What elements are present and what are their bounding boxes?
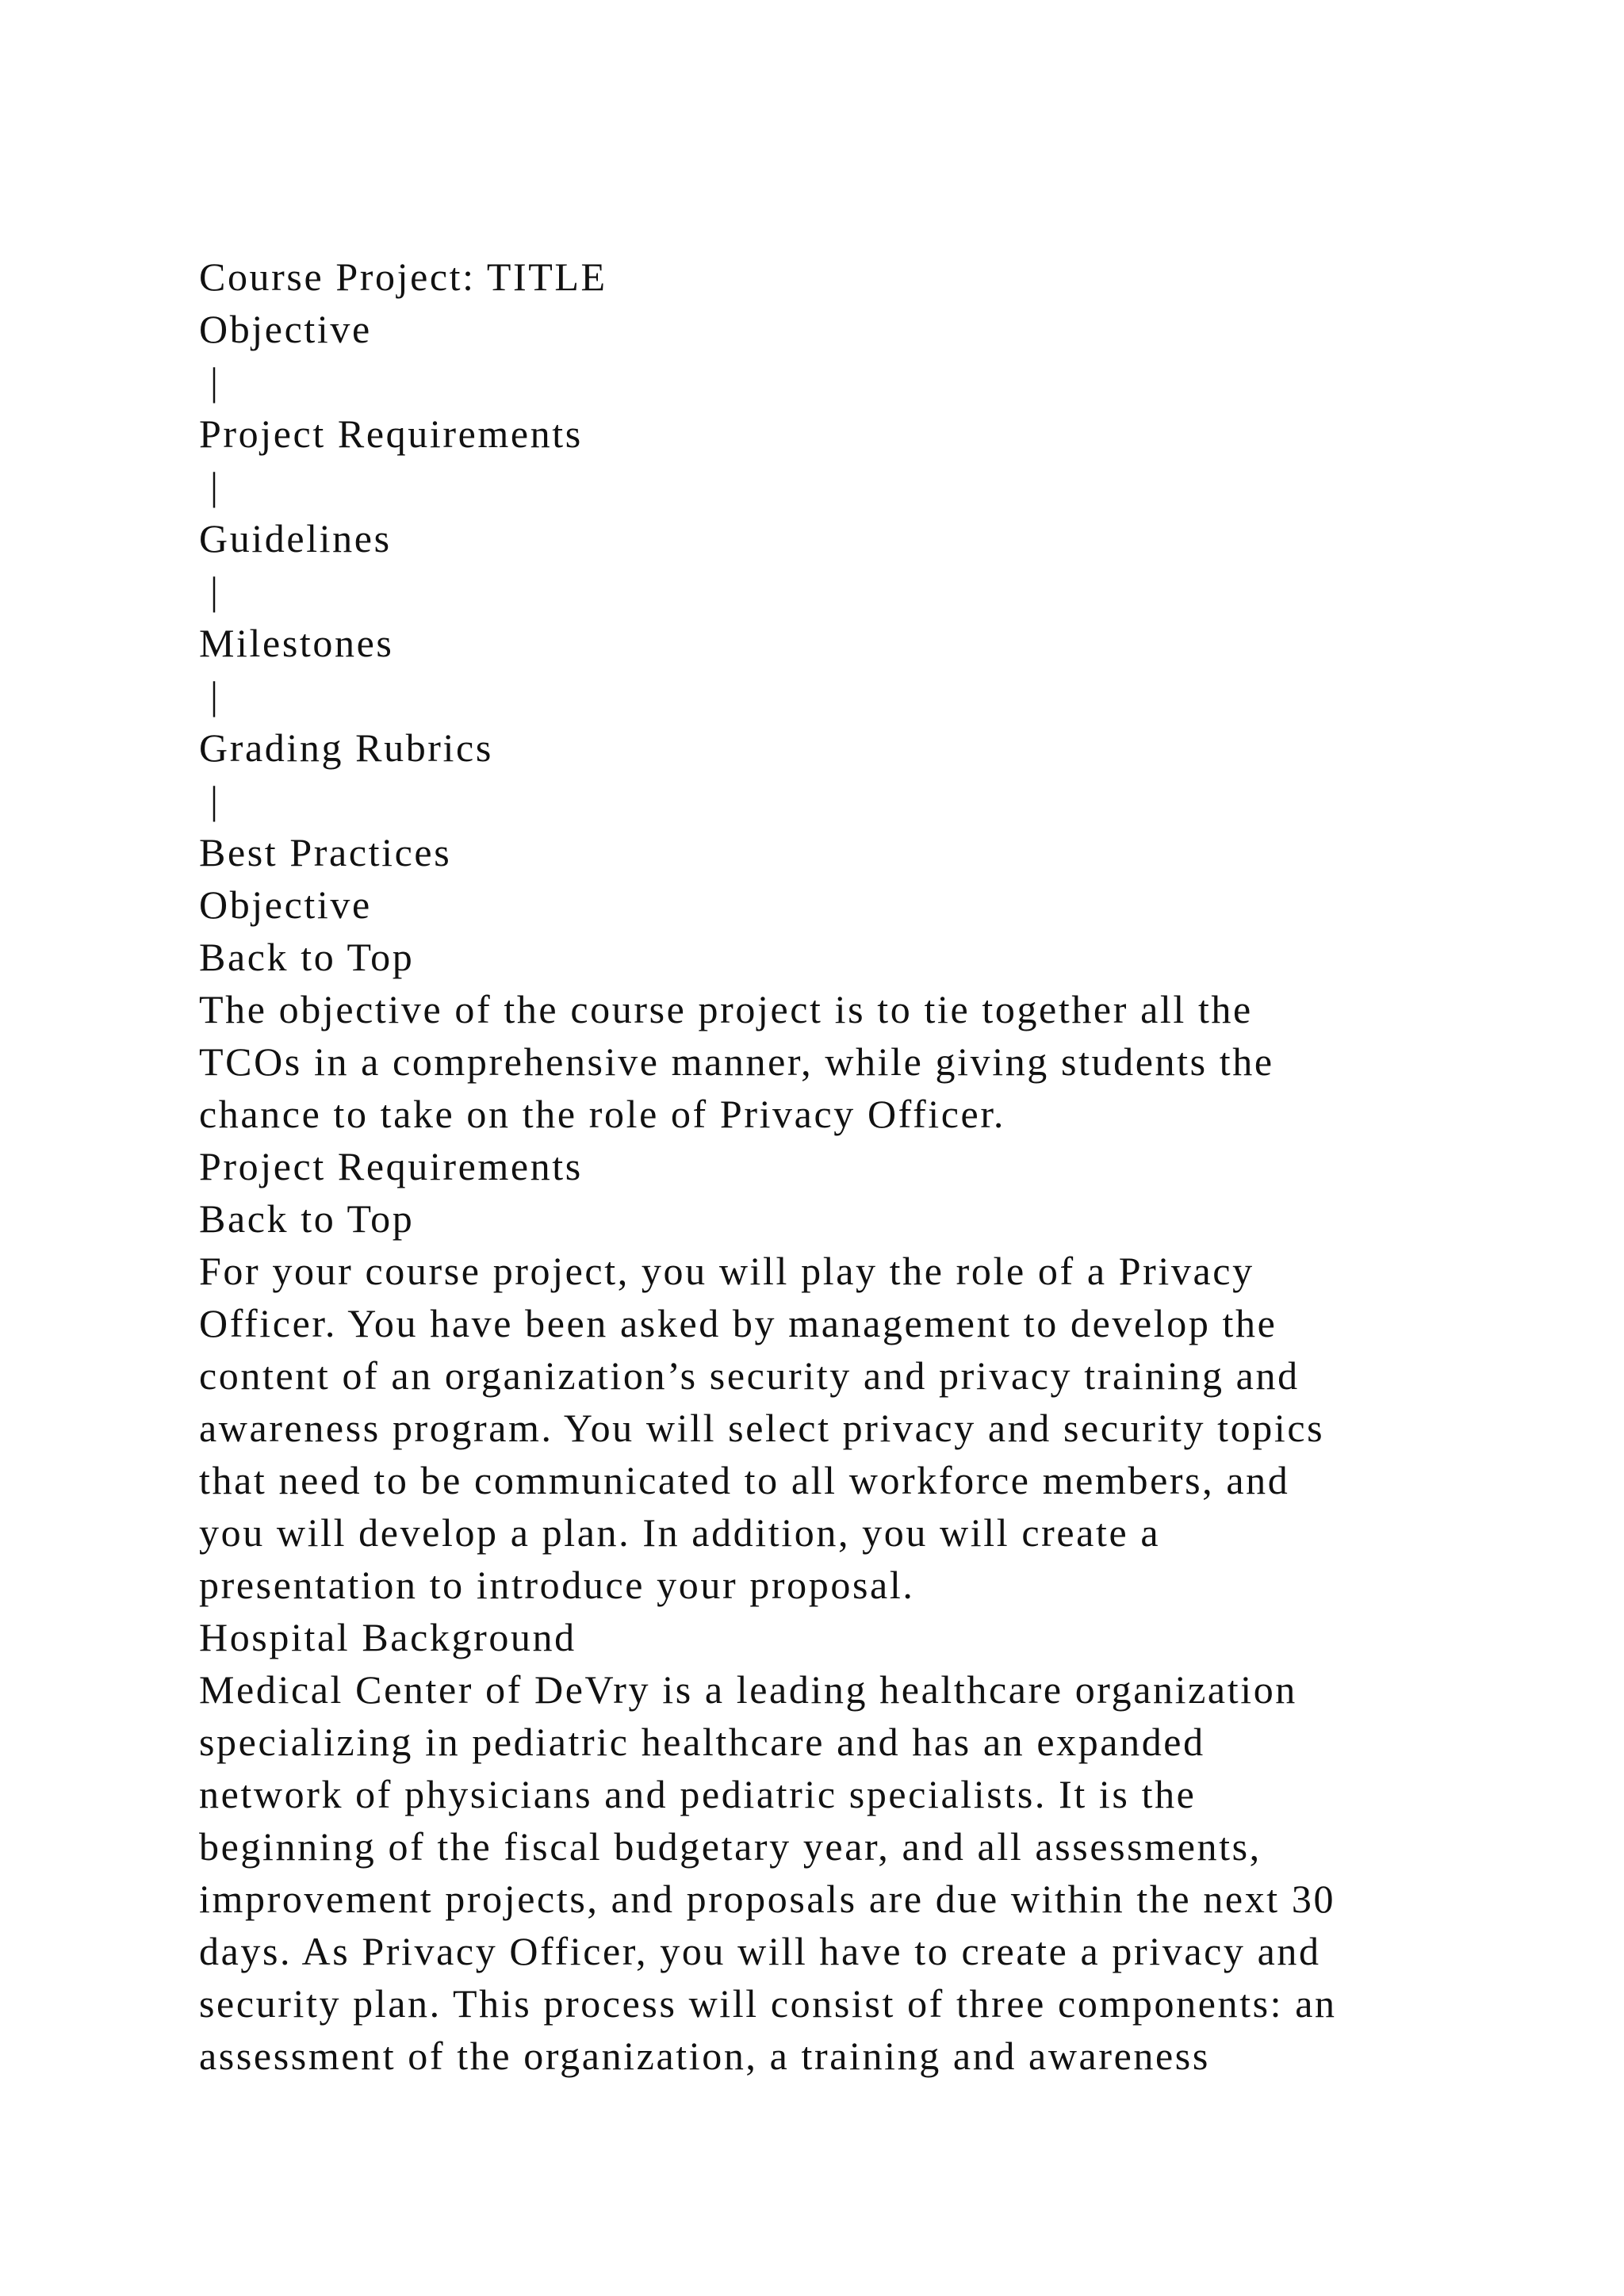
back-to-top-link[interactable]: Back to Top <box>199 935 415 979</box>
paragraph-line: beginning of the fiscal budgetary year, and all assessments, <box>199 1824 1262 1869</box>
nav-link-guidelines[interactable]: Guidelines <box>199 516 392 561</box>
page-title: Course Project: TITLE <box>199 254 607 299</box>
back-to-top-link[interactable]: Back to Top <box>199 1196 415 1241</box>
nav-link-best-practices[interactable]: Best Practices <box>199 830 452 874</box>
nav-separator: | <box>210 359 220 404</box>
nav-link-milestones[interactable]: Milestones <box>199 621 394 665</box>
nav-separator: | <box>210 568 220 613</box>
paragraph-line: For your course project, you will play the role of a Privacy <box>199 1249 1254 1293</box>
section-heading-objective: Objective <box>199 882 372 927</box>
section-heading-hospital-background: Hospital Background <box>199 1615 576 1659</box>
paragraph-line: chance to take on the role of Privacy Officer. <box>199 1092 1005 1136</box>
paragraph-line: The objective of the course project is to tie together all the <box>199 987 1253 1031</box>
paragraph-line: you will develop a plan. In addition, you will create a <box>199 1510 1161 1555</box>
paragraph-line: network of physicians and pediatric specialists. It is the <box>199 1772 1197 1816</box>
paragraph-line: Officer. You have been asked by management to develop the <box>199 1301 1277 1345</box>
paragraph-line: TCOs in a comprehensive manner, while giving students the <box>199 1039 1274 1084</box>
paragraph-line: Medical Center of DeVry is a leading healthcare organization <box>199 1667 1297 1712</box>
nav-separator: | <box>210 464 220 508</box>
paragraph-line: awareness program. You will select privacy and security topics <box>199 1406 1325 1450</box>
document-body <box>199 251 1500 2082</box>
paragraph-line: security plan. This process will consist of three components: an <box>199 1981 1337 2026</box>
nav-link-grading-rubrics[interactable]: Grading Rubrics <box>199 725 493 770</box>
nav-separator: | <box>210 673 220 718</box>
paragraph-line: specializing in pediatric healthcare and has an expanded <box>199 1720 1205 1764</box>
section-heading-project-requirements: Project Requirements <box>199 1144 583 1188</box>
nav-link-project-requirements[interactable]: Project Requirements <box>199 411 583 456</box>
nav-link-objective[interactable]: Objective <box>199 307 372 351</box>
paragraph-line: presentation to introduce your proposal. <box>199 1563 915 1607</box>
paragraph-line: improvement projects, and proposals are due within the next 30 <box>199 1877 1336 1921</box>
paragraph-line: content of an organization’s security and privacy training and <box>199 1353 1300 1398</box>
nav-separator: | <box>210 778 220 822</box>
paragraph-line: that need to be communicated to all workforce members, and <box>199 1458 1290 1502</box>
paragraph-line: days. As Privacy Officer, you will have to create a privacy and <box>199 1929 1321 1973</box>
paragraph-line: assessment of the organization, a training and awareness <box>199 2034 1210 2078</box>
